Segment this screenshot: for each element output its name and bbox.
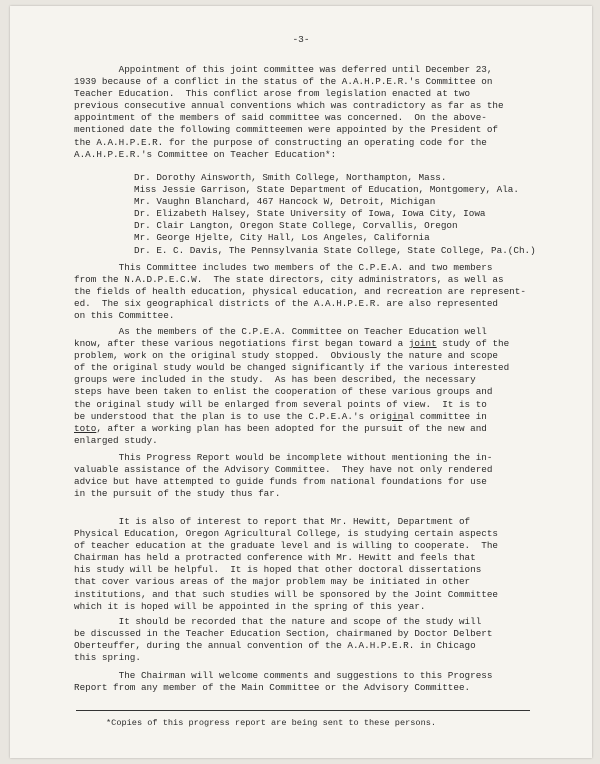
paragraph-advisory-committee <box>74 452 492 500</box>
text-line: This Progress Report would be incomplete without mentioning the in- <box>74 452 493 463</box>
text-line: It should be recorded that the nature and scope of the study will <box>74 616 482 627</box>
committee-member: Dr. Dorothy Ainsworth, Smith College, Northampton, Mass. <box>134 172 447 183</box>
text-line: ed. The six geographical districts of the A.A.H.P.E.R. are also represented <box>74 298 499 310</box>
underlined-word: toto <box>74 422 97 434</box>
committee-member: Dr. Elizabeth Halsey, State University of Iowa, Iowa City, Iowa <box>134 208 486 220</box>
text-line: that cover various areas of the major problem may be initiated in other <box>74 576 471 588</box>
document-page <box>10 6 592 758</box>
text-line: As the members of the C.P.E.A. Committee on Teacher Education well <box>74 326 487 337</box>
text-line: the fields of health education, physical education, and recreation are represent- <box>74 286 526 298</box>
text-line: of the original study would be changed significantly if the various interested <box>74 362 510 374</box>
text-line: be understood that the plan is to use the C.P.E.A.'s original committee in <box>74 410 487 422</box>
committee-member: Miss Jessie Garrison, State Department of Education, Montgomery, Ala. <box>134 184 519 196</box>
text-line: on this Committee. <box>74 310 175 322</box>
paragraph-hewitt <box>74 516 498 613</box>
paragraph-appointment <box>74 64 504 161</box>
text-line: toto, after a working plan has been adopted for the pursuit of the new and <box>74 422 487 434</box>
text-line: this spring. <box>74 652 141 664</box>
paragraph-committee-composition <box>74 262 526 322</box>
text-line: appointment of the members of said committee was concerned. On the above- <box>74 112 487 124</box>
paragraph-teacher-education-section <box>74 616 492 664</box>
text-line: mentioned date the following committeemen were appointed by the President of <box>74 124 499 136</box>
text-line: groups were included in the study. As has been described, the necessary <box>74 374 476 386</box>
text-line: know, after these various negotiations first began toward a joint study of the <box>74 338 510 350</box>
footnote: *Copies of this progress report are being sent to these persons. <box>106 718 437 728</box>
text-line: be discussed in the Teacher Education Section, chairmaned by Doctor Delbert <box>74 628 493 640</box>
text-line: The Chairman will welcome comments and suggestions to this Progress <box>74 670 493 681</box>
text-line: valuable assistance of the Advisory Committee. They have not only rendered <box>74 464 493 476</box>
text-line: problem, work on the original study stopped. Obviously the nature and scope <box>74 350 499 362</box>
text-line: advice but have attempted to guide funds from national foundations for use <box>74 476 487 488</box>
committee-member: Dr. E. C. Davis, The Pennsylvania State College, State College, Pa.(Ch.) <box>134 244 536 256</box>
paragraph-closing <box>74 670 492 694</box>
committee-member: Dr. Clair Langton, Oregon State College, Corvallis, Oregon <box>134 220 458 232</box>
underlined-word: joint <box>408 338 437 350</box>
text-line: Report from any member of the Main Committee or the Advisory Committee. <box>74 682 471 694</box>
text-line: Oberteuffer, during the annual convention of the A.A.H.P.E.R. in Chicago <box>74 640 476 652</box>
text-line: his study will be helpful. It is hoped that other doctoral dissertations <box>74 564 482 576</box>
text-line: It is also of interest to report that Mr. Hewitt, Department of <box>74 516 471 527</box>
footnote-divider <box>76 710 530 711</box>
text-line: Chairman has held a protracted conference with Mr. Hewitt and feels that <box>74 552 476 564</box>
text-line: of teacher education at the graduate level and is willing to cooperate. The <box>74 540 499 552</box>
text-line: the A.A.H.P.E.R. for the purpose of constructing an operating code for the <box>74 136 487 148</box>
page-number: -3- <box>292 34 310 45</box>
text-line: enlarged study. <box>74 434 158 446</box>
text-line: in the pursuit of the study thus far. <box>74 488 281 500</box>
text-line: Physical Education, Oregon Agricultural College, is studying certain aspects <box>74 528 499 540</box>
text-line: This Committee includes two members of the C.P.E.A. and two members <box>74 262 493 273</box>
text-line: 1939 because of a conflict in the status of the A.A.H.P.E.R.'s Committee on <box>74 76 493 88</box>
text-line: which it is hoped will be appointed in the spring of this year. <box>74 600 426 612</box>
committee-member: Mr. Vaughn Blanchard, 467 Hancock W, Detroit, Michigan <box>134 196 436 208</box>
text-line: institutions, and that such studies will be sponsored by the Joint Committee <box>74 588 499 600</box>
text-line: previous consecutive annual conventions which was contradictory as far as the <box>74 100 504 112</box>
paragraph-cpea-study <box>74 326 509 447</box>
committee-member-list <box>134 172 536 257</box>
text-line: from the N.A.D.P.E.C.W. The state directors, city administrators, as well as <box>74 274 504 286</box>
text-line: Teacher Education. This conflict arose from legislation enacted at two <box>74 88 471 100</box>
committee-member: Mr. George Hjelte, City Hall, Los Angeles, California <box>134 232 430 244</box>
text-line: Appointment of this joint committee was deferred until December 23, <box>74 64 493 75</box>
text-line: steps have been taken to enlist the cooperation of these various groups and <box>74 386 493 398</box>
text-line: A.A.H.P.E.R.'s Committee on Teacher Education*: <box>74 148 337 160</box>
text-line: the original study will be enlarged from several points of view. It is to <box>74 398 487 410</box>
underlined-word: in <box>392 410 404 422</box>
